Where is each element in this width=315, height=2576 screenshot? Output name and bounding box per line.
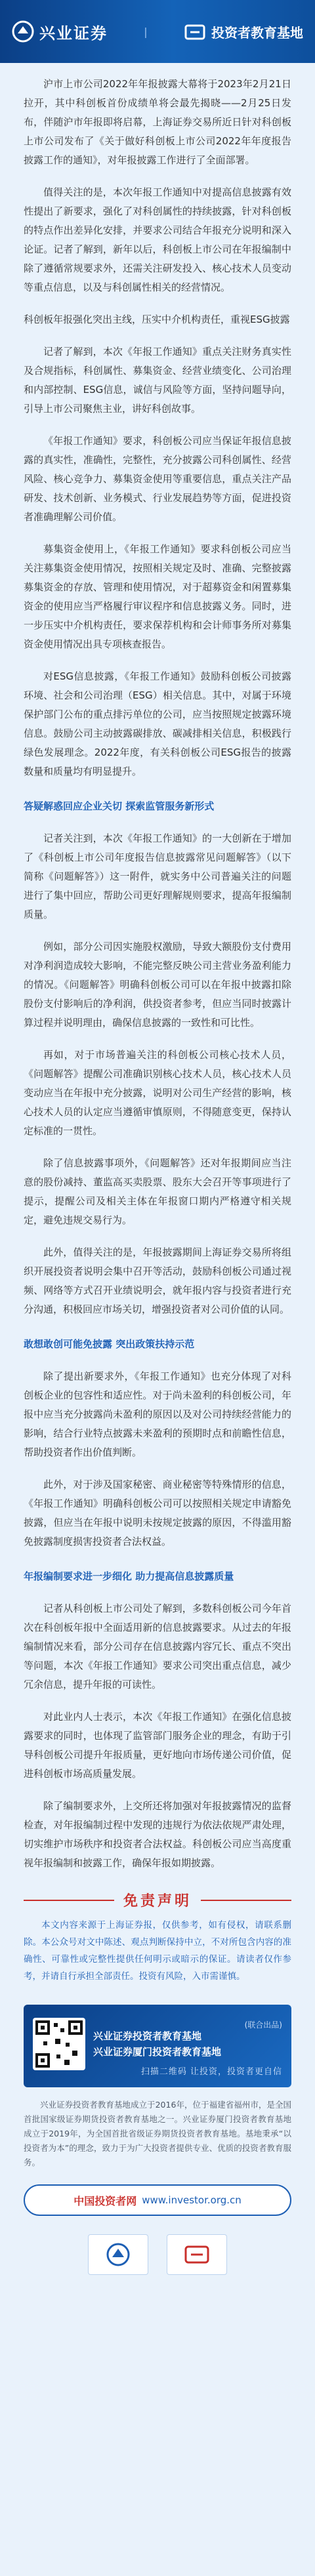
section-heading: 敢想敢创可能免披露 突出政策扶持示范 <box>24 1338 195 1350</box>
header-banner <box>0 0 315 63</box>
bottom-logos <box>24 2234 291 2275</box>
paragraph: 《年报工作通知》要求，科创板公司应当保证年报信息披露的真实性，准确性，完整性，充分披露公司科创属性、经营风险、核心竞争力、募集资金使用等重要信息，重点关注产品研发、技术创新、业务模式、行业发展趋势等方面，促进投资者准确理解公司价值。 <box>24 435 291 523</box>
paragraph: 对ESG信息披露，《年报工作通知》鼓励科创板公司披露环境、社会和公司治理（ESG）相关信息。其中，对属于环境保护部门公布的重点排污单位的公司，应当按照规定披露环境信息。鼓励公司主动披露碳排放、碳减排相关信息，积极践行绿色发展理念。2022年度，有关科创板公司ESG报告的披露数量和质量均有明显提升。 <box>24 670 291 777</box>
brand-logo-icon <box>12 20 34 43</box>
website-link[interactable] <box>24 2184 291 2216</box>
footer-intro: 兴业证券投资者教育基地成立于2016年，位于福建省福州市，是全国首批国家级证券期货投资者教育基地之一。兴业证券厦门投资者教育基地成立于2019年，为全国首批省级证券期货投资者教育基地。基地秉承“以投资者为本”的理念，致力于为广大投资者提供专业、优质的投资者教育服务。 <box>24 2100 291 2167</box>
footer-name-1: 兴业证券投资者教育基地 <box>93 2030 202 2042</box>
paragraph: 除了提出新要求外，《年报工作通知》也充分体现了对科创板企业的包容性和适应性。对于尚未盈利的科创板公司，年报中应当充分披露尚未盈利的原因以及对公司持续经营能力的影响，结合行业特点披露未来盈利的预期时点和前瞻性信息，帮助投资者作出价值判断。 <box>24 1370 291 1458</box>
section-heading: 年报编制要求进一步细化 助力提高信息披露质量 <box>24 1570 234 1582</box>
section-heading: 答疑解惑回应企业关切 探索监管服务新形式 <box>24 800 215 812</box>
disclaimer-header <box>24 1890 291 1910</box>
paragraph: 记者了解到，本次《年报工作通知》重点关注财务真实性及合规指标，科创属性、募集资金、经营业绩变化、公司治理和内部控制、ESG信息，诚信与风险等方面，坚持问题导向，引导上市公司聚焦主业，讲好科创故事。 <box>24 346 291 415</box>
brand-name: 兴业证券 <box>39 24 108 43</box>
paragraph: 募集资金使用上，《年报工作通知》要求科创板公司应当关注募集资金使用情况，按照相关规定及时、准确、完整披露募集资金的存放、管理和使用情况，对于超募资金和闲置募集资金的使用应当严格履行审议程序和信息披露义务。同时，进一步压实中介机构责任，要求保荐机构和会计师事务所对募集资金使用情况出具专项核查报告。 <box>24 543 291 650</box>
partner-logo-icon <box>88 2234 148 2275</box>
paragraph: 科创板年报强化突出主线，压实中介机构责任，重视ESG披露 <box>24 314 290 325</box>
edu-base-icon <box>184 22 206 41</box>
paragraph: 沪市上市公司2022年年报披露大幕将于2023年2月21日拉开，其中科创板首份成绩单将会最先揭晓——2月25日发布，伴随沪市年报即将启幕，上海证券交易所近日针对科创板上市公司发布了《关于做好科创板上市公司2022年年度报告披露工作的通知》，对年报披露工作进行了全面部署。 <box>24 78 291 166</box>
paragraph: 除了编制要求外，上交所还将加强对年报披露情况的监督检查，对年报编制过程中发现的违规行为依法依规严肃处理，切实维护市场秩序和投资者合法权益。科创板公司应当高度重视年报编制和披露工作，确保年报如期披露。 <box>24 1800 291 1869</box>
paragraph: 除了信息披露事项外，《问题解答》还对年报期间应当注意的股份减持、董监高买卖股票、股东大会召开等事项进行了提示，提醒公司及相关主体在年报窗口期内严格遵守相关规定，避免违规交易行为。 <box>24 1157 291 1226</box>
divider <box>24 1900 114 1901</box>
paragraph: 此外，对于涉及国家秘密、商业秘密等特殊情形的信息，《年报工作通知》明确科创板公司可以按照相关规定申请豁免披露，但应当在年报中说明未按规定披露的原因，不得滥用豁免披露制度损害投资者合法权益。 <box>24 1479 291 1547</box>
footer-slogan: 扫描二维码 让投资，投资者更自信 <box>140 2067 282 2077</box>
divider: | <box>144 25 148 38</box>
disclaimer-text: 本文内容来源于上海证券报，仅供参考，如有侵权，请联系删除。本公众号对文中陈述、观点判断保持中立，不对所包含内容的准确性、可靠性或完整性提供任何明示或暗示的保证。请读者仅作参考，并请自行承担全部责任。投资有风险，入市需谨慎。 <box>24 1920 291 1982</box>
paragraph: 再如，对于市场普遍关注的科创板公司核心技术人员，《问题解答》提醒公司准确识别核心技术人员，核心技术人员变动应当在年报中充分披露，说明对公司生产经营的影响，核心技术人员的认定应当遵循审慎原则，不得随意变更，保持认定标准的一贯性。 <box>24 1049 291 1137</box>
paragraph: 此外，值得关注的是，年报披露期间上海证券交易所将组织开展投资者说明会集中召开等活动，鼓励科创板公司通过视频、网络等方式召开业绩说明会，就年报内容与投资者进行充分沟通，积极回应市场关切，增强投资者对公司价值的认同。 <box>24 1246 291 1315</box>
paragraph: 值得关注的是，本次年报工作通知中对提高信息披露有效性提出了新要求，强化了对科创属性的持续披露，针对科创板的特点作出差异化安排，并要求公司结合年报充分说明和深入论证。记者了解到，新年以后，科创板上市公司在年报编制中除了遵循常规要求外，还需关注研发投入、核心技术人员变动等重点信息，以及与科创属性相关的经营情况。 <box>24 186 291 293</box>
website-url: www.investor.org.cn <box>142 2194 242 2206</box>
edu-brand-name: 投资者教育基地 <box>211 24 303 41</box>
divider <box>201 1900 291 1901</box>
edu-brand <box>184 22 303 41</box>
qr-code-icon <box>33 2018 85 2070</box>
footer-tag: (联合出品) <box>244 2020 282 2030</box>
paragraph: 例如，部分公司因实施股权激励，导致大额股份支付费用对净利润造成较大影响，不能完整反映公司主营业务盈利能力的情况。《问题解答》明确科创板公司可以在年报中披露扣除股份支付影响后的净利润，供投资者参考，但应当同时披露计算过程并说明理由，确保信息披露的一致性和可比性。 <box>24 941 291 1029</box>
article-body <box>0 63 315 1873</box>
footer-name-2: 兴业证券厦门投资者教育基地 <box>93 2046 222 2058</box>
footer-banner <box>24 2005 291 2087</box>
disclaimer-title: 免责声明 <box>123 1893 192 1910</box>
brand <box>12 20 108 43</box>
footer-names <box>93 2028 221 2060</box>
website-name: 中国投资者网 <box>74 2194 137 2207</box>
paragraph: 记者关注到，本次《年报工作通知》的一大创新在于增加了《科创板上市公司年度报告信息披露常见问题解答》（以下简称《问题解答》）这一附件，就实务中公司普遍关注的问题进行了集中回应，帮助公司更好理解规则要求，提高年报编制质量。 <box>24 832 291 920</box>
paragraph: 记者从科创板上市公司处了解到，多数科创板公司今年首次在科创板年报中全面适用新的信息披露要求。从过去的年报编制情况来看，部分公司存在信息披露内容冗长、重点不突出等问题，本次《年报工作通知》要求公司突出重点信息，减少冗余信息，提升年报的可读性。 <box>24 1603 291 1690</box>
paragraph: 对此业内人士表示，本次《年报工作通知》在强化信息披露要求的同时，也体现了监管部门服务企业的理念，有助于引导科创板公司提升年报质量，更好地向市场传递公司价值，促进科创板市场高质量发展。 <box>24 1711 291 1780</box>
partner-logo-icon <box>167 2234 227 2275</box>
